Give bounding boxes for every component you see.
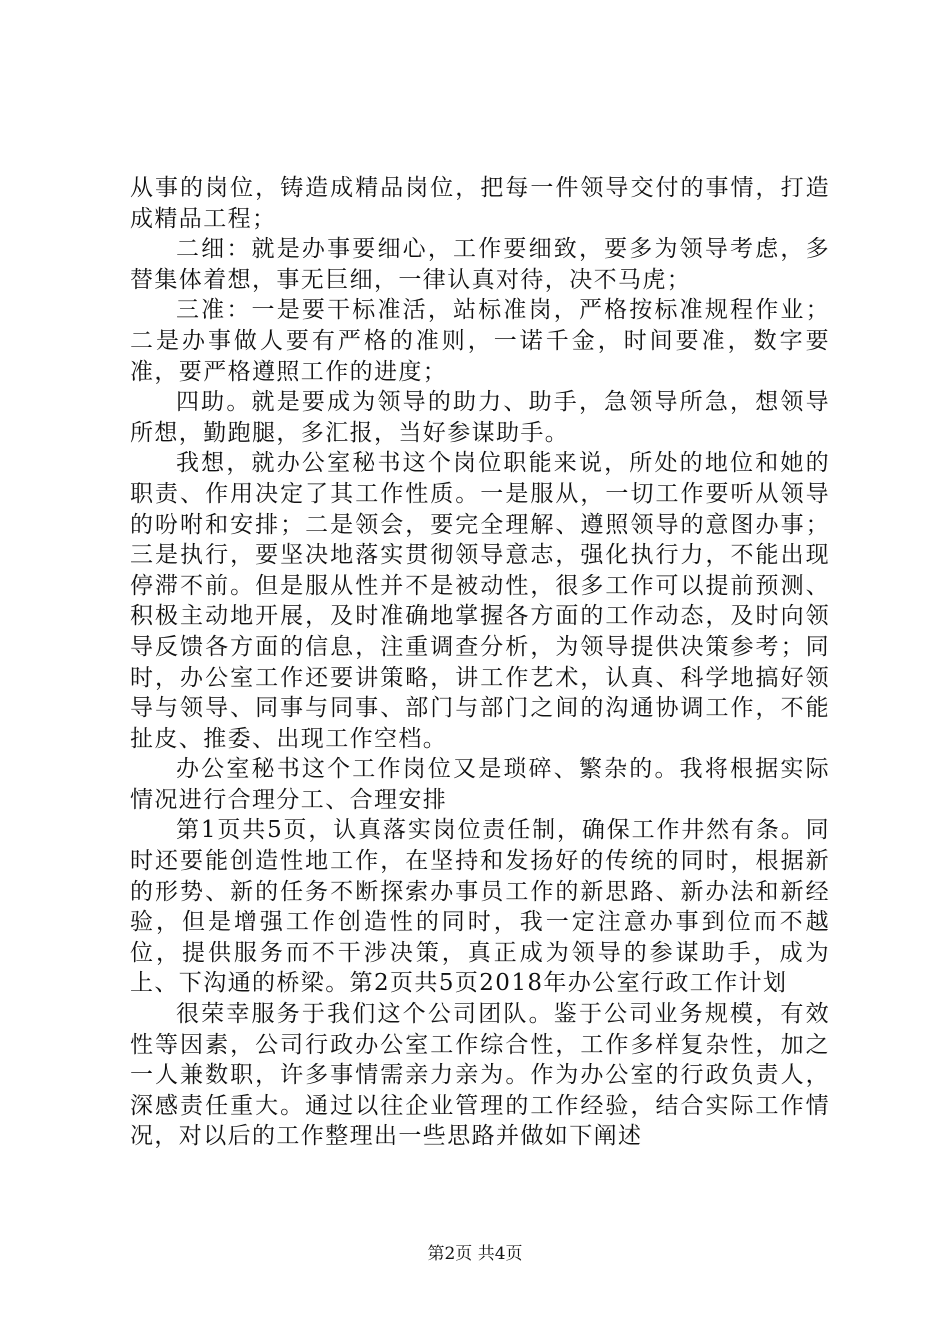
paragraph-continuation: 从事的岗位，铸造成精品岗位，把每一件领导交付的事情，打造成精品工程；: [130, 175, 830, 232]
page-footer: 第2页 共4页: [427, 1244, 523, 1264]
paragraph-si-zhu: 四助。就是要成为领导的助力、助手，急领导所急，想领导所想，勤跑腿，多汇报，当好参谋助手。: [130, 389, 830, 446]
paragraph-secretary-role: 我想，就办公室秘书这个岗位职能来说，所处的地位和她的职责、作用决定了其工作性质。一是服从，一切工作要听从领导的吩咐和安排；二是领会，要完全理解、遵照领导的意图办事；三是执行，要坚决地落实贯彻领导意志，强化执行力，不能出现停滞不前。但是服从性并不是被动性，很多工作可以提前预测、积极主动地开展，及时准确地掌握各方面的工作动态，及时向领导反馈各方面的信息，注重调查分析，为领导提供决策参考；同时，办公室工作还要讲策略，讲工作艺术，认真、科学地搞好领导与领导、同事与同事、部门与部门之间的沟通协调工作，不能扯皮、推委、出现工作空档。: [130, 450, 830, 752]
paragraph-company-team: 很荣幸服务于我们这个公司团队。鉴于公司业务规模，有效性等因素，公司行政办公室工作综合性，工作多样复杂性，加之一人兼数职，许多事情需亲力亲为。作为办公室的行政负责人，深感责任重大。通过以往企业管理的工作经验，结合实际工作情况，对以后的工作整理出一些思路并做如下阐述: [130, 1001, 830, 1150]
document-body: [130, 173, 830, 1152]
paragraph-responsibility: 第1页共5页，认真落实岗位责任制，确保工作井然有条。同时还要能创造性地工作，在坚持和发扬好的传统的同时，根据新的形势、新的任务不断探索办事员工作的新思路、新办法和新经验，但是增强工作创造性的同时，我一定注意办事到位而不越位，提供服务而不干涉决策，真正成为领导的参谋助手，成为上、下沟通的桥梁。第2页共5页2018年办公室行政工作计划: [130, 817, 830, 997]
paragraph-er-xi: 二细：就是办事要细心，工作要细致，要多为领导考虑，多替集体着想，事无巨细，一律认真对待，决不马虎；: [130, 236, 830, 293]
paragraph-work-arrangement: 办公室秘书这个工作岗位又是琐碎、繁杂的。我将根据实际情况进行合理分工、合理安排: [130, 756, 830, 813]
paragraph-san-zhun: 三准：一是要干标准活，站标准岗，严格按标准规程作业；二是办事做人要有严格的准则，一诺千金，时间要准，数字要准，要严格遵照工作的进度；: [130, 297, 830, 385]
